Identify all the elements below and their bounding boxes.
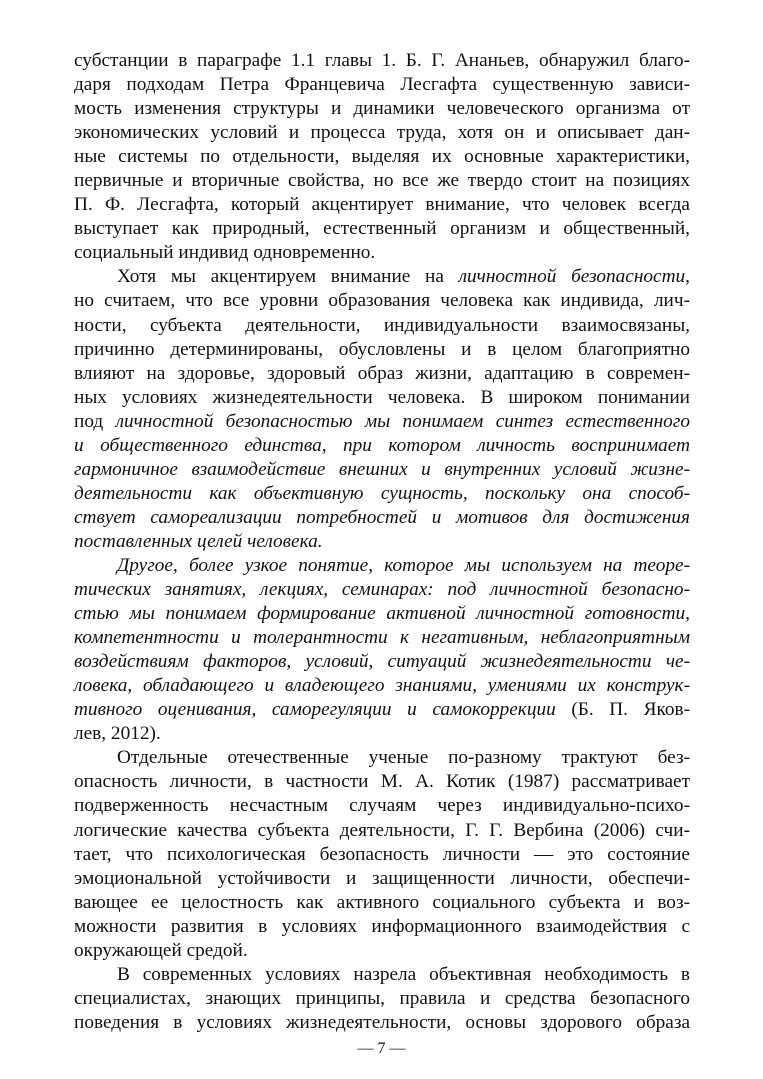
text-line [74,891,690,915]
text-run: субстанции в параграфе 1.1 главы 1. Б. Г. Ананьев, обнаружил благо- [74,50,690,71]
text-run: поведения в условиях жизнедеятельности, основы здорового образа [74,1011,690,1033]
text-run: под [74,410,116,432]
italic-text: личностной безопасностью мы понимаем синтез естественного [115,410,690,432]
text-line [74,963,690,987]
text-run: можности развития в условиях информационного взаимодействия с [74,915,690,937]
text-run: причинно детерминированы, обусловлены и в целом благоприятно [74,338,690,360]
italic-text: ловека, обладающего и владеющего знаниями, умениями их конструк- [74,675,690,697]
italic-text: ствует самореализации потребностей и мотивов для достижения [74,506,690,528]
text-run: , [685,266,690,288]
text-run: ности, субъекта деятельности, индивидуальности взаимосвязаны, [74,314,690,336]
italic-text: деятельности как объективную сущность, поскольку она способ- [74,482,690,504]
text-line [74,506,690,530]
text-line [74,362,690,386]
italic-text: тивного оценивания, саморегуляции и самокоррекции [74,699,556,721]
text-line [74,193,690,217]
text-line [74,49,690,73]
text-line [74,121,690,145]
text-line [74,794,690,818]
text-run: (Б. П. Яков- [555,699,690,721]
text-run: тает, что психологическая безопасность личности — это состояние [74,843,690,865]
italic-text: поставленных целей человека. [74,530,323,552]
text-line [74,97,690,121]
text-run: специалистах, знающих принципы, правила и средства безопасного [74,987,690,1009]
text-line [74,338,690,362]
text-run: первичные и вторичные свойства, но все же твердо стоит на позициях [74,170,690,192]
text-run: но считаем, что все уровни образования человека как индивида, лич- [74,290,690,312]
text-line [74,698,690,722]
text-line [74,939,690,963]
text-line [74,650,690,674]
text-run: влияют на здоровье, здоровый образ жизни, адаптацию в современ- [74,362,690,384]
text-line [74,265,690,289]
text-line [74,73,690,97]
italic-text: стью мы понимаем формирование активной личностной готовности, [74,603,690,625]
text-line [74,626,690,650]
text-run: логические качества субъекта деятельности, Г. Г. Вербина (2006) счи- [74,819,690,841]
italic-text: воздействиям факторов, условий, ситуаций жизнедеятельности че- [74,651,690,673]
text-line [74,434,690,458]
page-number: — 7 — [357,1040,406,1057]
paragraph [74,554,690,746]
text-line [74,386,690,410]
text-line [74,410,690,434]
text-line [74,217,690,241]
text-run: ные системы по отдельности, выделяя их основные характеристики, [74,146,690,168]
text-run: социальный индивид одновременно. [74,242,376,264]
text-run: В современных условиях назрела объективная необходимость в [117,963,690,985]
text-line [74,241,690,265]
italic-text: тических занятиях, лекциях, семинарах: под личностной безопасно- [74,579,690,601]
text-run: выступает как природный, естественный организм и общественный, [74,218,690,240]
paragraph [74,963,690,1035]
text-run: опасность личности, в частности М. А. Котик (1987) рассматривает [74,771,690,793]
text-line [74,314,690,338]
text-line [74,458,690,482]
text-line [74,145,690,169]
text-line [74,674,690,698]
text-line [74,554,690,578]
text-run: даря подходам Петра Францевича Лесгафта существенную зависи- [74,74,690,96]
text-run: ных условиях жизнедеятельности человека. В широком понимании [74,386,690,408]
text-line [74,843,690,867]
italic-text: Другое, более узкое понятие, которое мы используем на теоре- [117,554,690,576]
paragraph [74,746,690,962]
text-run: подверженность несчастным случаям через индивидуально-психо- [74,795,690,817]
text-run: П. Ф. Лесгафта, который акцентирует внимание, что человек всегда [74,194,690,216]
italic-text: и общественного единства, при котором личность воспринимает [74,434,690,456]
text-line [74,289,690,313]
text-run: лев, 2012). [74,723,161,745]
text-line [74,819,690,843]
text-run: мость изменения структуры и динамики человеческого организма от [74,98,690,120]
italic-text: гармоничное взаимодействие внешних и внутренних условий жизне- [74,458,690,480]
text-line [74,722,690,746]
text-line [74,602,690,626]
text-line [74,770,690,794]
italic-text: личностной безопасности [458,266,686,288]
text-run: эмоциональной устойчивости и защищенности личности, обеспечи- [74,867,690,889]
text-run: Отдельные отечественные ученые по-разному трактуют без- [117,747,690,769]
text-line [74,530,690,554]
text-line [74,915,690,939]
text-line [74,169,690,193]
text-line [74,1011,690,1035]
text-line [74,987,690,1011]
text-run: Хотя мы акцентируем внимание на [117,266,459,288]
paragraph [74,265,690,554]
text-line [74,482,690,506]
text-line [74,746,690,770]
text-run: окружающей средой. [74,939,248,961]
paragraph [74,49,690,265]
text-run: вающее ее целостность как активного социального субъекта и воз- [74,891,690,913]
text-line [74,578,690,602]
text-line [74,867,690,891]
text-run: экономических условий и процесса труда, хотя он и описывает дан- [74,122,690,144]
italic-text: компетентности и толерантности к негативным, неблагоприятным [74,627,690,649]
page-body [74,49,690,1035]
